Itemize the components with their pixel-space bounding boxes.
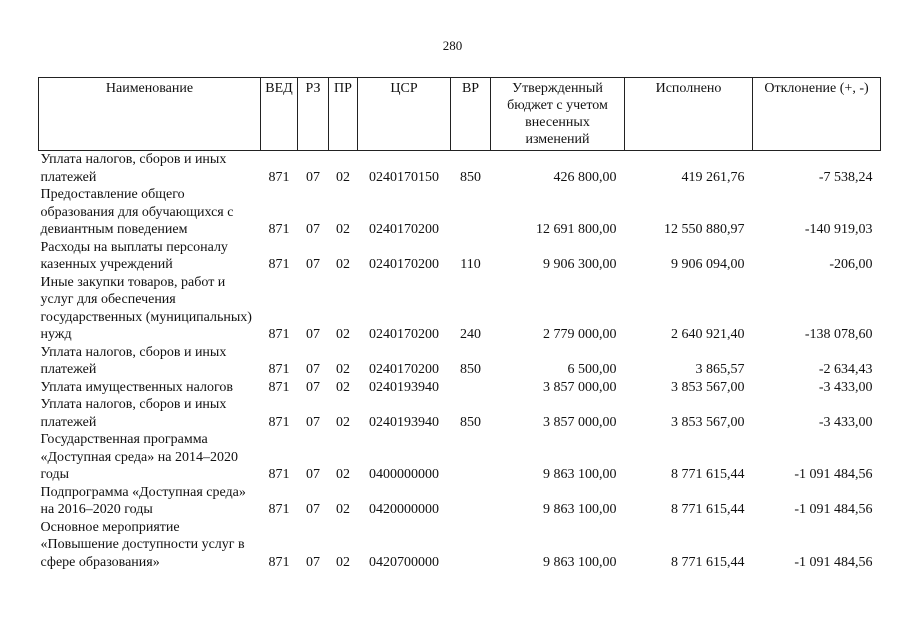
table-row <box>39 484 881 519</box>
row-ved: 871 <box>268 327 290 342</box>
row-pr: 02 <box>336 257 350 272</box>
row-pr: 02 <box>336 362 350 377</box>
row-csr: 0420000000 <box>369 502 439 517</box>
row-pr: 02 <box>336 467 350 482</box>
header-budget: Утвержденный бюджет с учетом внесенных изменений <box>491 78 625 151</box>
row-name: Основное мероприятие «Повышение доступности услуг в сфере образования» <box>40 519 245 570</box>
row-rz: 07 <box>306 379 320 395</box>
row-vr <box>451 186 491 239</box>
row-deviation: -138 078,60 <box>804 327 873 342</box>
table-row <box>39 344 881 379</box>
row-budget: 9 906 300,00 <box>543 257 617 272</box>
row-ved: 871 <box>268 257 290 272</box>
row-pr: 02 <box>336 169 350 185</box>
header-pr: ПР <box>329 78 358 151</box>
row-deviation: -206,00 <box>829 257 873 272</box>
row-deviation: -3 433,00 <box>818 379 873 395</box>
row-csr: 0240170200 <box>369 257 439 272</box>
row-name: Государственная программа «Доступная среда» на 2014–2020 годы <box>40 432 238 482</box>
row-deviation: -2 634,43 <box>818 362 873 377</box>
row-budget: 6 500,00 <box>567 362 617 377</box>
row-csr: 0400000000 <box>369 467 439 482</box>
row-done: 3 853 567,00 <box>671 414 745 430</box>
row-done: 2 640 921,40 <box>671 327 745 342</box>
row-budget: 9 863 100,00 <box>543 467 617 482</box>
row-rz: 07 <box>306 257 320 272</box>
row-csr: 0240170200 <box>369 362 439 377</box>
row-pr: 02 <box>336 222 350 237</box>
row-csr: 0240170150 <box>369 169 439 185</box>
row-ved: 871 <box>268 554 290 570</box>
row-rz: 07 <box>306 362 320 377</box>
budget-table <box>38 77 881 571</box>
row-done: 9 906 094,00 <box>671 257 745 272</box>
header-vr: ВР <box>451 78 491 151</box>
row-ved: 871 <box>268 467 290 482</box>
row-rz: 07 <box>306 554 320 570</box>
row-name: Предоставление общего образования для обучающихся с девиантным поведением <box>40 187 234 237</box>
row-deviation: -1 091 484,56 <box>794 502 873 517</box>
row-csr: 0240193940 <box>369 379 439 395</box>
row-name: Подпрограмма «Доступная среда» на 2016–2020 годы <box>40 484 246 517</box>
row-rz: 07 <box>306 467 320 482</box>
row-rz: 07 <box>306 222 320 237</box>
header-csr: ЦСР <box>358 78 451 151</box>
header-ved: ВЕД <box>261 78 298 151</box>
row-ved: 871 <box>268 379 290 395</box>
row-pr: 02 <box>336 379 350 395</box>
row-name: Иные закупки товаров, работ и услуг для обеспечения государственных (муниципальных) нужд <box>40 274 252 342</box>
row-budget: 12 691 800,00 <box>536 222 617 237</box>
row-pr: 02 <box>336 502 350 517</box>
row-ved: 871 <box>268 362 290 377</box>
row-vr: 850 <box>460 414 481 430</box>
row-csr: 0240170200 <box>369 222 439 237</box>
row-done: 8 771 615,44 <box>671 467 745 482</box>
row-name: Уплата имущественных налогов <box>40 379 233 395</box>
row-vr <box>451 519 491 572</box>
row-rz: 07 <box>306 327 320 342</box>
row-csr: 0240170200 <box>369 327 439 342</box>
row-vr: 850 <box>460 362 481 377</box>
table-row <box>39 519 881 572</box>
table-row <box>39 379 881 397</box>
row-deviation: -7 538,24 <box>818 169 873 185</box>
table-row <box>39 431 881 484</box>
row-deviation: -1 091 484,56 <box>794 554 873 570</box>
header-deviation: Отклонение (+, -) <box>753 78 881 151</box>
row-ved: 871 <box>268 169 290 185</box>
row-deviation: -140 919,03 <box>804 222 873 237</box>
row-budget: 2 779 000,00 <box>543 327 617 342</box>
row-done: 3 865,57 <box>695 362 745 377</box>
row-deviation: -3 433,00 <box>818 414 873 430</box>
row-vr <box>451 379 491 397</box>
page-number: 280 <box>442 38 463 53</box>
row-rz: 07 <box>306 169 320 185</box>
row-budget: 9 863 100,00 <box>543 554 617 570</box>
row-csr: 0420700000 <box>369 554 439 570</box>
row-pr: 02 <box>336 414 350 430</box>
table-row <box>39 239 881 274</box>
row-pr: 02 <box>336 327 350 342</box>
row-vr: 850 <box>460 169 481 185</box>
row-done: 8 771 615,44 <box>671 554 745 570</box>
header-rz: РЗ <box>298 78 329 151</box>
row-name: Уплата налогов, сборов и иных платежей <box>40 152 227 185</box>
row-rz: 07 <box>306 414 320 430</box>
row-done: 12 550 880,97 <box>664 222 745 237</box>
row-name: Расходы на выплаты персоналу казенных учреждений <box>40 239 228 272</box>
row-ved: 871 <box>268 222 290 237</box>
table-row <box>39 151 881 187</box>
row-deviation: -1 091 484,56 <box>794 467 873 482</box>
row-name: Уплата налогов, сборов и иных платежей <box>40 397 227 430</box>
header-done: Исполнено <box>625 78 753 151</box>
row-vr <box>451 484 491 519</box>
row-rz: 07 <box>306 502 320 517</box>
table-row <box>39 186 881 239</box>
row-ved: 871 <box>268 502 290 517</box>
row-vr: 240 <box>460 327 481 342</box>
row-vr: 110 <box>460 257 481 272</box>
header-name: Наименование <box>39 78 261 151</box>
table-row <box>39 274 881 344</box>
row-pr: 02 <box>336 554 350 570</box>
row-vr <box>451 431 491 484</box>
table-header-row <box>39 78 881 151</box>
row-ved: 871 <box>268 414 290 430</box>
row-done: 419 261,76 <box>681 169 745 185</box>
row-done: 8 771 615,44 <box>671 502 745 517</box>
table-row <box>39 396 881 431</box>
row-budget: 9 863 100,00 <box>543 502 617 517</box>
row-done: 3 853 567,00 <box>671 379 745 395</box>
row-budget: 426 800,00 <box>553 169 617 185</box>
row-budget: 3 857 000,00 <box>543 414 617 430</box>
row-budget: 3 857 000,00 <box>543 379 617 395</box>
row-csr: 0240193940 <box>369 414 439 430</box>
row-name: Уплата налогов, сборов и иных платежей <box>40 344 227 377</box>
